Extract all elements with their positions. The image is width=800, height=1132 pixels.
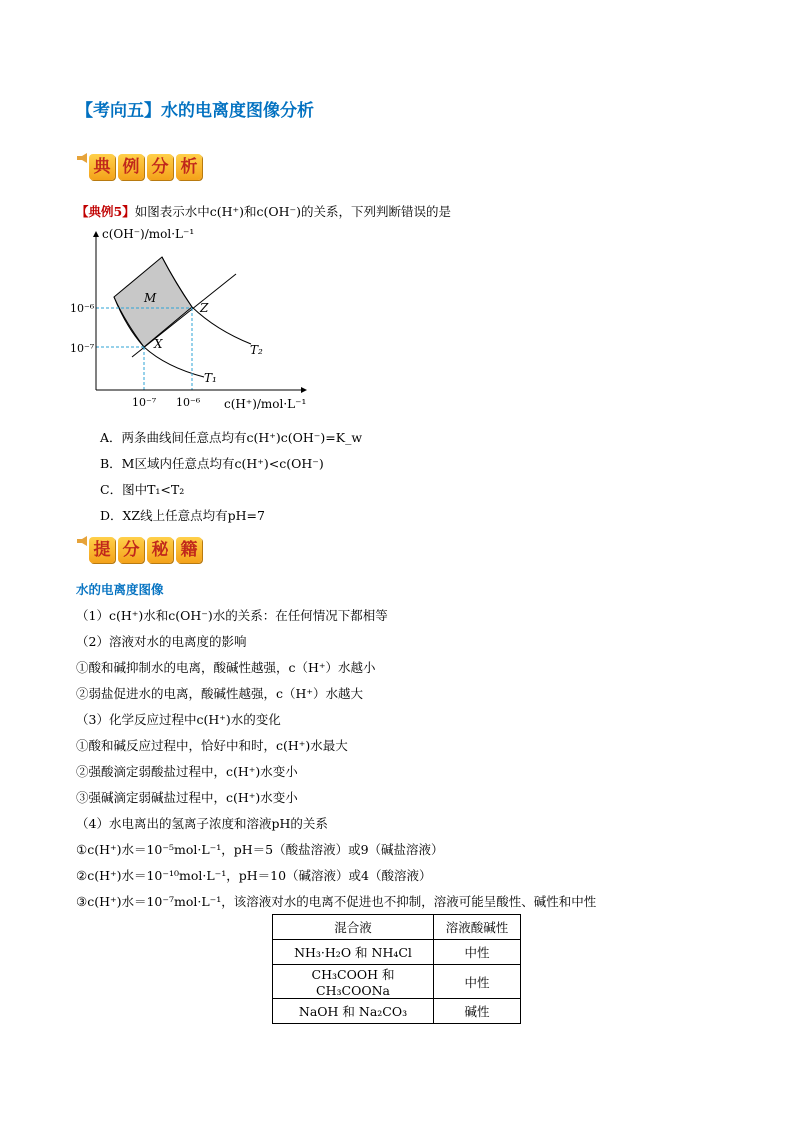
table-row [273, 999, 521, 1024]
table-cell: 碱性 [434, 999, 521, 1024]
question-text: 如图表示水中c(H⁺)和c(OH⁻)的关系，下列判断错误的是 [134, 204, 451, 219]
table-cell: NaOH 和 Na₂CO₃ [273, 999, 434, 1024]
x-tick: 10⁻⁷ [132, 396, 157, 409]
mixture-table [272, 914, 521, 1024]
text-line: ②c(H⁺)水＝10⁻¹⁰mol·L⁻¹，pH＝10（碱溶液）或4（酸溶液） [76, 868, 432, 883]
label-m: M [144, 291, 157, 305]
banner-char: 籍 [176, 537, 202, 563]
banner-tips [76, 535, 216, 565]
x-tick: 10⁻⁶ [176, 396, 201, 409]
text-line: ③强碱滴定弱碱盐过程中，c(H⁺)水变小 [76, 790, 298, 805]
banner-char: 典 [89, 154, 115, 180]
table-cell: NH₃·H₂O 和 NH₄Cl [273, 940, 434, 965]
text-line: ③c(H⁺)水＝10⁻⁷mol·L⁻¹，该溶液对水的电离不促进也不抑制，溶液可能呈酸性、碱性和中性 [76, 894, 597, 909]
label-t1: T₁ [204, 371, 217, 385]
banner-char: 秘 [147, 537, 173, 563]
text-line: ①c(H⁺)水＝10⁻⁵mol·L⁻¹，pH＝5（酸盐溶液）或9（碱盐溶液） [76, 842, 444, 857]
banner-char: 例 [118, 154, 144, 180]
text-line: （3）化学反应过程中c(H⁺)水的变化 [76, 712, 281, 727]
label-t2: T₂ [250, 343, 263, 357]
table-header-row [273, 915, 521, 940]
water-ionization-graph [66, 222, 326, 422]
table-header: 溶液酸碱性 [434, 915, 521, 940]
y-tick: 10⁻⁶ [70, 302, 95, 315]
table-row [273, 965, 521, 999]
label-z: Z [200, 301, 209, 315]
text-line: ②弱盐促进水的电离，酸碱性越强，c（H⁺）水越大 [76, 686, 364, 701]
text-line: ②强酸滴定弱酸盐过程中，c(H⁺)水变小 [76, 764, 298, 779]
table-cell: CH₃COOH 和 CH₃COONa [273, 965, 434, 999]
megaphone-icon [76, 535, 90, 547]
page-title: 【考向五】水的电离度图像分析 [76, 101, 314, 121]
x-axis-label: c(H⁺)/mol·L⁻¹ [224, 397, 307, 411]
question [76, 202, 451, 220]
banner-char: 分 [147, 154, 173, 180]
label-x: X [154, 337, 163, 351]
table-row [273, 940, 521, 965]
text-line: （4）水电离出的氢离子浓度和溶液pH的关系 [76, 816, 328, 831]
table-cell: 中性 [434, 965, 521, 999]
banner-char: 提 [89, 537, 115, 563]
y-axis-label: c(OH⁻)/mol·L⁻¹ [102, 227, 195, 241]
option-d: D．XZ线上任意点均有pH=7 [100, 508, 265, 523]
option-a: A．两条曲线间任意点均有c(H⁺)c(OH⁻)=K_w [100, 430, 363, 445]
table-header: 混合液 [273, 915, 434, 940]
option-b: B．M区域内任意点均有c(H⁺)<c(OH⁻) [100, 456, 324, 471]
section-title: 水的电离度图像 [76, 582, 164, 597]
text-line: ①酸和碱抑制水的电离，酸碱性越强，c（H⁺）水越小 [76, 660, 376, 675]
banner-char: 分 [118, 537, 144, 563]
banner-char: 析 [176, 154, 202, 180]
megaphone-icon [76, 152, 90, 164]
table-cell: 中性 [434, 940, 521, 965]
text-line: ①酸和碱反应过程中，恰好中和时，c(H⁺)水最大 [76, 738, 348, 753]
text-line: （2）溶液对水的电离度的影响 [76, 634, 247, 649]
option-c: C．图中T₁<T₂ [100, 482, 185, 497]
text-line: （1）c(H⁺)水和c(OH⁻)水的关系：在任何情况下都相等 [76, 608, 388, 623]
y-tick: 10⁻⁷ [70, 342, 95, 355]
question-tag: 【典例5】 [76, 204, 135, 219]
banner-example-analysis [76, 152, 216, 182]
